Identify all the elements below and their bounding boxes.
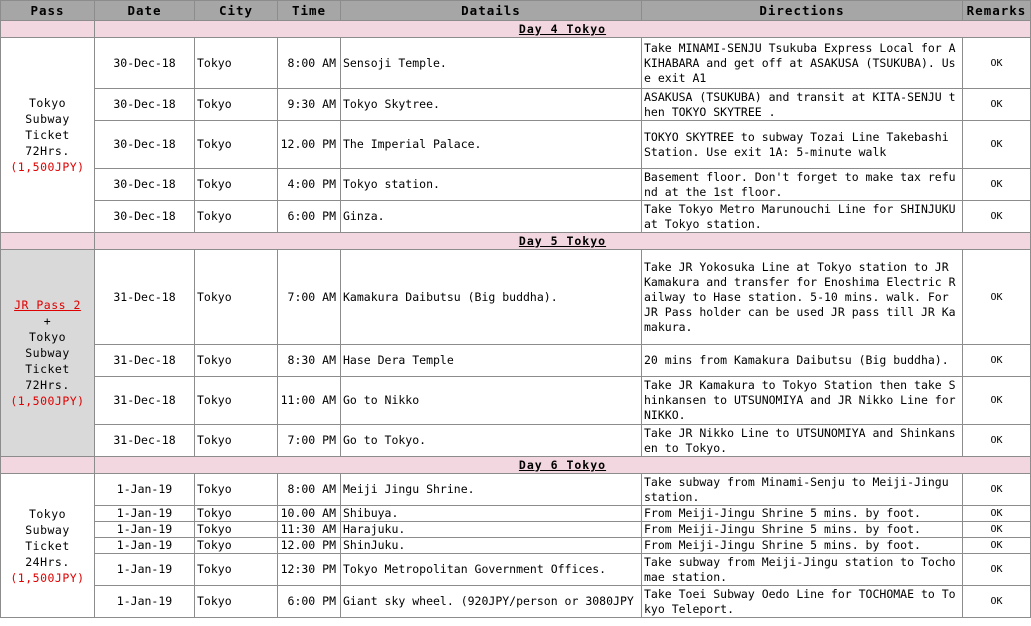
city-cell: Tokyo: [195, 38, 278, 89]
details-cell: Hase Dera Temple: [341, 345, 642, 377]
table-row: [1, 250, 1031, 345]
day-title-gap: [1, 233, 95, 250]
day-title-gap: [1, 457, 95, 474]
pass-line: 72Hrs.: [25, 378, 70, 392]
time-cell: 8:30 AM: [278, 345, 341, 377]
directions-cell: Basement floor. Don't forget to make tax refund at the 1st floor.: [642, 169, 963, 201]
time-cell: 8:00 AM: [278, 474, 341, 506]
date-cell: 1-Jan-19: [95, 474, 195, 506]
pass-line: Ticket: [25, 362, 70, 376]
header-directions: Directions: [642, 1, 963, 21]
pass-line: Tokyo Subway: [25, 506, 70, 537]
time-cell: 10.00 AM: [278, 506, 341, 522]
table-row: [1, 586, 1031, 618]
directions-cell: From Meiji-Jingu Shrine 5 mins. by foot.: [642, 538, 963, 554]
table-row: [1, 38, 1031, 89]
time-cell: 6:00 PM: [278, 586, 341, 618]
remarks-cell: OK: [963, 554, 1031, 586]
directions-cell: Take Tokyo Metro Marunouchi Line for SHINJUKU at Tokyo station.: [642, 201, 963, 233]
table-row: [1, 169, 1031, 201]
directions-cell: From Meiji-Jingu Shrine 5 mins. by foot.: [642, 506, 963, 522]
day-title: Day 4 Tokyo: [95, 21, 1031, 38]
city-cell: Tokyo: [195, 201, 278, 233]
city-cell: Tokyo: [195, 554, 278, 586]
city-cell: Tokyo: [195, 506, 278, 522]
pass-line: 72Hrs.: [25, 144, 70, 158]
pass-line: Ticket: [25, 538, 70, 553]
table-row: [1, 522, 1031, 538]
header-time: Time: [278, 1, 341, 21]
table-row: [1, 121, 1031, 169]
date-cell: 30-Dec-18: [95, 89, 195, 121]
date-cell: 31-Dec-18: [95, 425, 195, 457]
directions-cell: ASAKUSA (TSUKUBA) and transit at KITA-SENJU then TOKYO SKYTREE .: [642, 89, 963, 121]
city-cell: Tokyo: [195, 169, 278, 201]
directions-cell: From Meiji-Jingu Shrine 5 mins. by foot.: [642, 522, 963, 538]
details-cell: ShinJuku.: [341, 538, 642, 554]
date-cell: 1-Jan-19: [95, 554, 195, 586]
pass-price: (1,500JPY): [10, 160, 85, 174]
directions-cell: Take subway from Minami-Senju to Meiji-Jingu station.: [642, 474, 963, 506]
date-cell: 1-Jan-19: [95, 586, 195, 618]
remarks-cell: OK: [963, 506, 1031, 522]
directions-cell: Take subway from Meiji-Jingu station to Tochomae station.: [642, 554, 963, 586]
date-cell: 30-Dec-18: [95, 201, 195, 233]
directions-cell: Take Toei Subway Oedo Line for TOCHOMAE to Tokyo Teleport.: [642, 586, 963, 618]
header-details: Datails: [341, 1, 642, 21]
remarks-cell: OK: [963, 538, 1031, 554]
day-title-row: [1, 233, 1031, 250]
details-cell: Shibuya.: [341, 506, 642, 522]
remarks-cell: OK: [963, 474, 1031, 506]
details-cell: Giant sky wheel. (920JPY/person or 3080JPY: [341, 586, 642, 618]
remarks-cell: OK: [963, 425, 1031, 457]
pass-plus: +: [43, 314, 52, 328]
details-cell: Go to Tokyo.: [341, 425, 642, 457]
city-cell: Tokyo: [195, 522, 278, 538]
remarks-cell: OK: [963, 169, 1031, 201]
details-cell: Sensoji Temple.: [341, 38, 642, 89]
pass-cell: [1, 38, 95, 233]
time-cell: 12.00 PM: [278, 121, 341, 169]
directions-cell: Take JR Nikko Line to UTSUNOMIYA and Shinkansen to Tokyo.: [642, 425, 963, 457]
directions-cell: Take MINAMI-SENJU Tsukuba Express Local for AKIHABARA and get off at ASAKUSA (TSUKUBA). Use exit A1: [642, 38, 963, 89]
remarks-cell: OK: [963, 522, 1031, 538]
table-row: [1, 345, 1031, 377]
pass-price: (1,500JPY): [10, 394, 85, 408]
details-cell: Tokyo Skytree.: [341, 89, 642, 121]
day-title-gap: [1, 21, 95, 38]
pass-link[interactable]: JR Pass 2: [14, 298, 81, 312]
pass-line: Tokyo Subway: [25, 330, 70, 360]
remarks-cell: OK: [963, 377, 1031, 425]
table-row: [1, 377, 1031, 425]
date-cell: 31-Dec-18: [95, 377, 195, 425]
time-cell: 4:00 PM: [278, 169, 341, 201]
directions-cell: Take JR Yokosuka Line at Tokyo station to JR Kamakura and transfer for Enoshima Electric Railway to Hase station. 5-10 mins. walk. For JR Pass holder can be used JR pass till JR Kamakura.: [642, 250, 963, 345]
details-cell: Tokyo station.: [341, 169, 642, 201]
table-row: [1, 201, 1031, 233]
header-remarks: Remarks: [963, 1, 1031, 21]
directions-cell: Take JR Kamakura to Tokyo Station then take Shinkansen to UTSUNOMIYA and JR Nikko Line for NIKKO.: [642, 377, 963, 425]
day-title-row: [1, 457, 1031, 474]
city-cell: Tokyo: [195, 89, 278, 121]
header-city: City: [195, 1, 278, 21]
details-cell: Kamakura Daibutsu (Big buddha).: [341, 250, 642, 345]
remarks-cell: OK: [963, 250, 1031, 345]
date-cell: 31-Dec-18: [95, 250, 195, 345]
header-row: [1, 1, 1031, 21]
date-cell: 1-Jan-19: [95, 538, 195, 554]
pass-price: (1,500JPY): [10, 570, 85, 585]
date-cell: 30-Dec-18: [95, 121, 195, 169]
city-cell: Tokyo: [195, 425, 278, 457]
table-row: [1, 554, 1031, 586]
details-cell: The Imperial Palace.: [341, 121, 642, 169]
pass-line: 24Hrs.: [25, 554, 70, 569]
day-title: Day 6 Tokyo: [95, 457, 1031, 474]
date-cell: 30-Dec-18: [95, 38, 195, 89]
remarks-cell: OK: [963, 586, 1031, 618]
remarks-cell: OK: [963, 38, 1031, 89]
pass-line: Tokyo Subway: [25, 96, 70, 126]
time-cell: 6:00 PM: [278, 201, 341, 233]
table-row: [1, 89, 1031, 121]
header-pass: Pass: [1, 1, 95, 21]
city-cell: Tokyo: [195, 474, 278, 506]
date-cell: 31-Dec-18: [95, 345, 195, 377]
time-cell: 7:00 PM: [278, 425, 341, 457]
time-cell: 11:00 AM: [278, 377, 341, 425]
city-cell: Tokyo: [195, 377, 278, 425]
city-cell: Tokyo: [195, 586, 278, 618]
remarks-cell: OK: [963, 201, 1031, 233]
table-row: [1, 474, 1031, 506]
time-cell: 11:30 AM: [278, 522, 341, 538]
details-cell: Meiji Jingu Shrine.: [341, 474, 642, 506]
pass-line: Ticket: [25, 128, 70, 142]
city-cell: Tokyo: [195, 250, 278, 345]
pass-cell: [1, 474, 95, 618]
header-date: Date: [95, 1, 195, 21]
pass-cell: [1, 250, 95, 457]
time-cell: 12:30 PM: [278, 554, 341, 586]
details-cell: Harajuku.: [341, 522, 642, 538]
city-cell: Tokyo: [195, 121, 278, 169]
date-cell: 30-Dec-18: [95, 169, 195, 201]
time-cell: 7:00 AM: [278, 250, 341, 345]
city-cell: Tokyo: [195, 538, 278, 554]
remarks-cell: OK: [963, 345, 1031, 377]
details-cell: Tokyo Metropolitan Government Offices.: [341, 554, 642, 586]
day-title: Day 5 Tokyo: [95, 233, 1031, 250]
remarks-cell: OK: [963, 89, 1031, 121]
time-cell: 12.00 PM: [278, 538, 341, 554]
table-row: [1, 506, 1031, 522]
details-cell: Ginza.: [341, 201, 642, 233]
remarks-cell: OK: [963, 121, 1031, 169]
details-cell: Go to Nikko: [341, 377, 642, 425]
table-row: [1, 425, 1031, 457]
time-cell: 8:00 AM: [278, 38, 341, 89]
date-cell: 1-Jan-19: [95, 522, 195, 538]
directions-cell: TOKYO SKYTREE to subway Tozai Line Takebashi Station. Use exit 1A: 5-minute walk: [642, 121, 963, 169]
date-cell: 1-Jan-19: [95, 506, 195, 522]
time-cell: 9:30 AM: [278, 89, 341, 121]
directions-cell: 20 mins from Kamakura Daibutsu (Big buddha).: [642, 345, 963, 377]
table-row: [1, 538, 1031, 554]
city-cell: Tokyo: [195, 345, 278, 377]
day-title-row: [1, 21, 1031, 38]
